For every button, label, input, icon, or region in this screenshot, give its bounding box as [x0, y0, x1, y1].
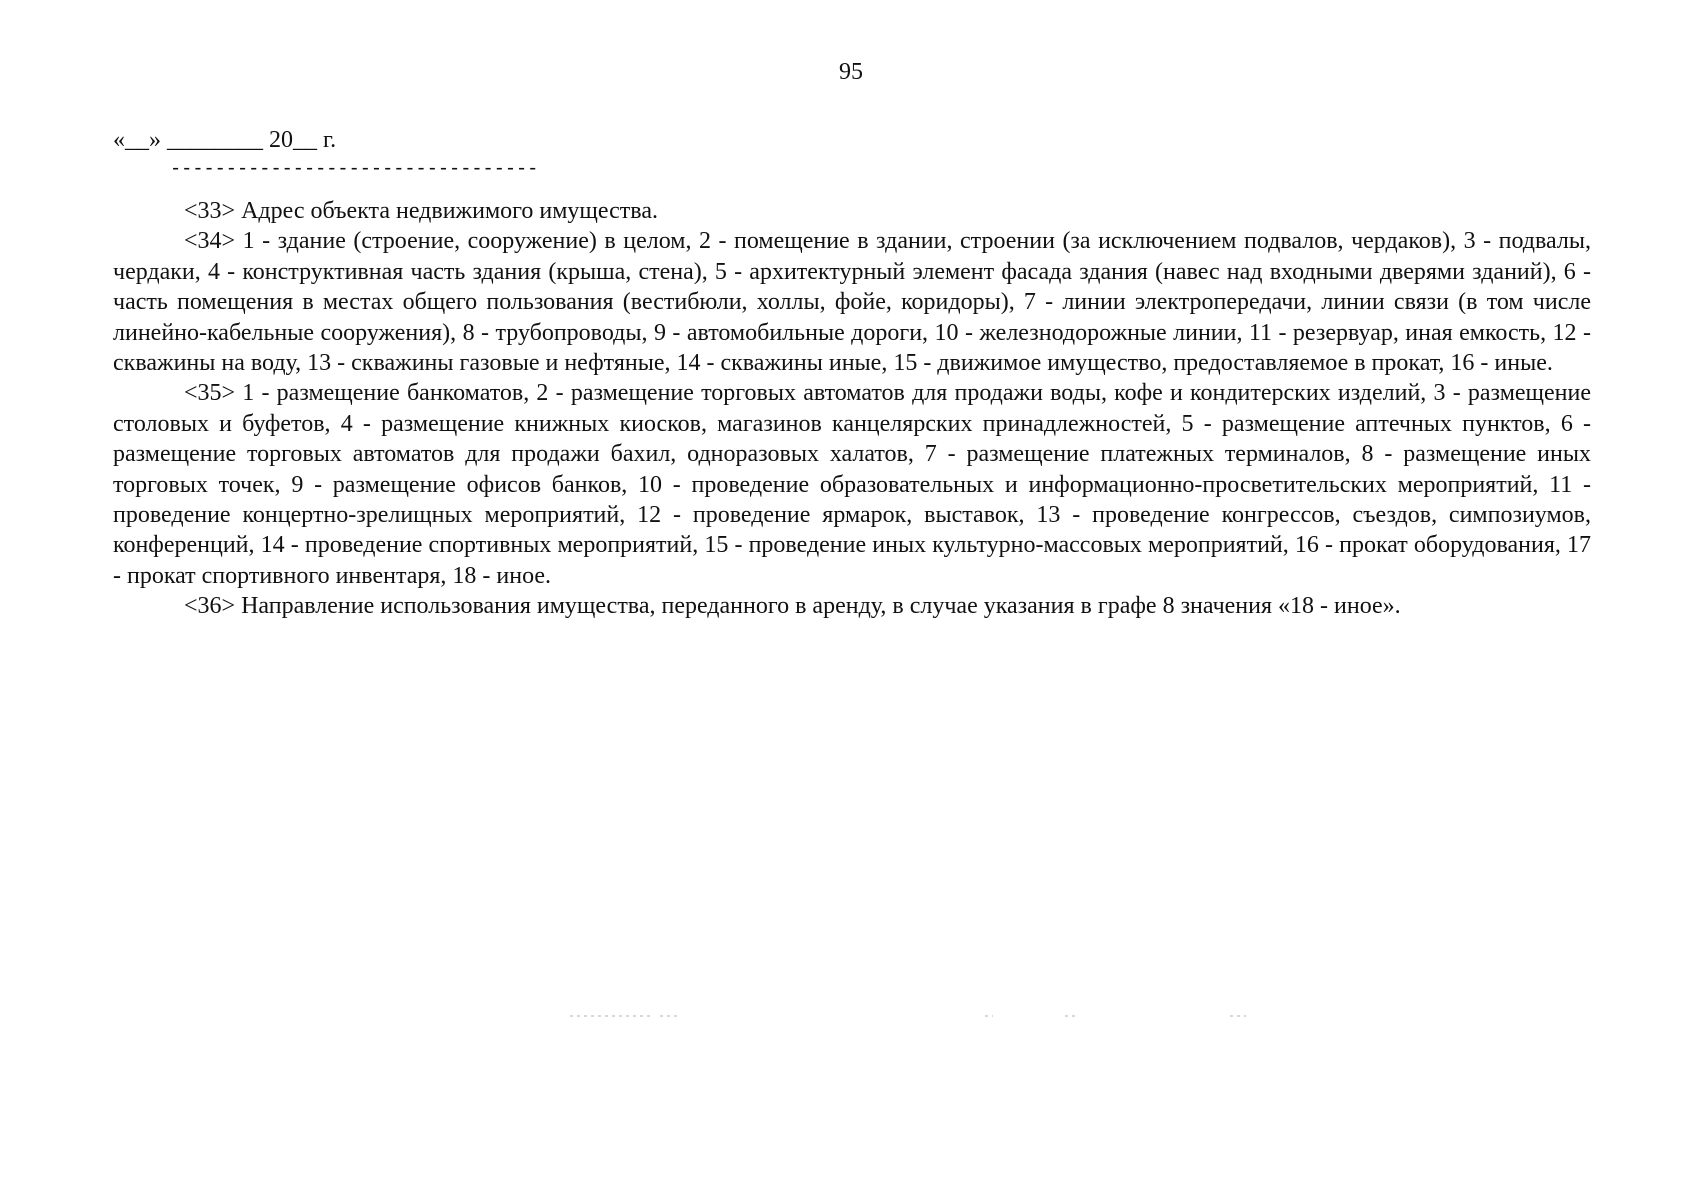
scan-artifact-2 [660, 1015, 680, 1017]
scan-artifact-3 [985, 1015, 993, 1017]
footnote-separator: --------------------------------- [170, 158, 539, 181]
footnote-33: <33> Адрес объекта недвижимого имущества. [184, 198, 658, 224]
footnote-36: <36> Направление использования имущества, переданного в аренду, в случае указания в графе 8 значения «18 - иное». [184, 593, 1401, 620]
scan-artifact-1 [570, 1015, 650, 1017]
page-number: 95 [839, 59, 863, 85]
date-signature-line: «__» ________ 20__ г. [113, 127, 337, 153]
scan-artifact-5 [1230, 1015, 1246, 1017]
footnote-34: <34> 1 - здание (строение, сооружение) в целом, 2 - помещение в здании, строении (за исключением подвалов, чердаков), 3 - подвалы, чердаки, 4 - конструктивная часть здания (крыша, стена), 5 - архитектурный элемент фасада здания (навес над входными дверями зданий), 6 - часть помещения в местах общего пользования (вестибюли, холлы, фойе, коридоры), 7 - линии электропередачи, линии связи (в том числе линейно-кабельные сооружения), 8 - трубопроводы, 9 - автомобильные дороги, 10 - железнодорожные линии, 11 - резервуар, иная емкость, 12 - скважины на воду, 13 - скважины газовые и нефтяные, 14 - скважины иные, 15 - движимое имущество, предоставляемое в прокат, 16 - иные. [113, 228, 1591, 377]
scan-artifact-4 [1065, 1015, 1075, 1017]
footnotes-section [113, 196, 1591, 622]
footnote-35: <35> 1 - размещение банкоматов, 2 - размещение торговых автоматов для продажи воды, кофе и кондитерских изделий, 3 - размещение столовых и буфетов, 4 - размещение книжных киосков, магазинов канцелярских принадлежностей, 5 - размещение аптечных пунктов, 6 - размещение торговых автоматов для продажи бахил, одноразовых халатов, 7 - размещение платежных терминалов, 8 - размещение иных торговых точек, 9 - размещение офисов банков, 10 - проведение образовательных и информационно-просветительских мероприятий, 11 - проведение концертно-зрелищных мероприятий, 12 - проведение ярмарок, выставок, 13 - проведение конгрессов, съездов, симпозиумов, конференций, 14 - проведение спортивных мероприятий, 15 - проведение иных культурно-массовых мероприятий, 16 - прокат оборудования, 17 - прокат спортивного инвентаря, 18 - иное. [113, 380, 1591, 589]
scan-artifacts [0, 1015, 1702, 1023]
